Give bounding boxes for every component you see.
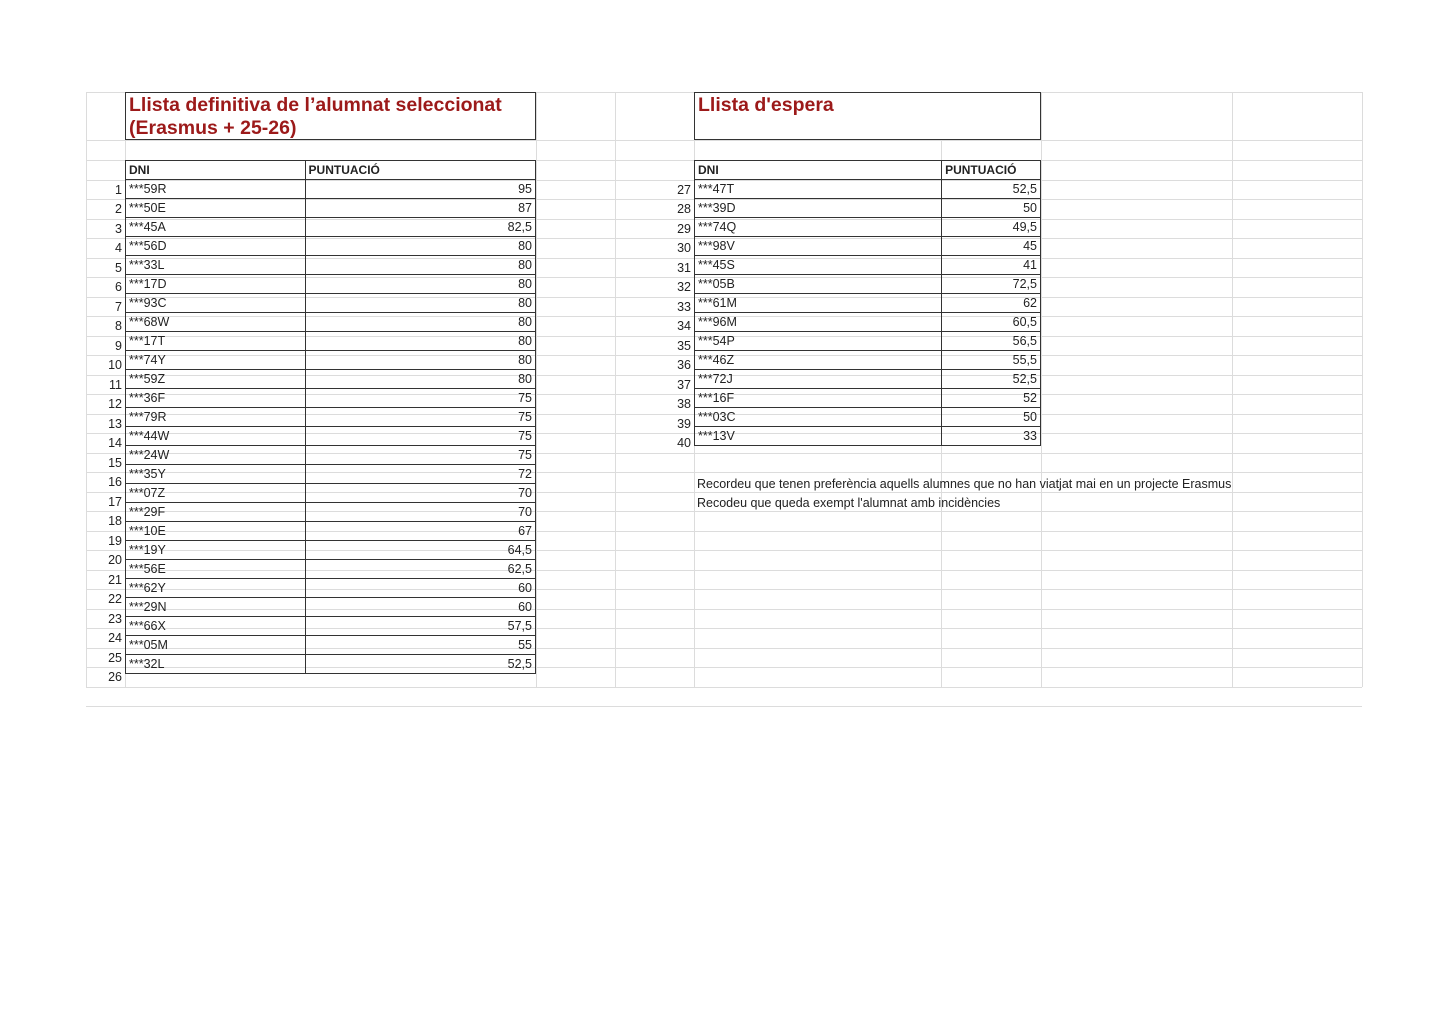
waitlist-row [695,408,1041,427]
gridline [86,706,1362,707]
score-cell: 80 [305,313,535,332]
row-number: 18 [108,514,122,528]
row-number: 9 [115,338,122,353]
score-cell: 62,5 [305,560,535,579]
selected-row [126,389,536,408]
gridline [86,687,1362,688]
selected-row [126,655,536,674]
selected-list-title: Llista definitiva de l’alumnat seleccionat (Erasmus + 25-26) [129,94,502,139]
waitlist-row [695,199,1041,218]
dni-cell: ***72J [695,370,942,389]
gridline [1232,92,1233,687]
score-cell: 52 [942,389,1041,408]
row-number: 4 [115,241,122,255]
row-number: 13 [108,416,122,431]
selected-row [126,636,536,655]
score-cell: 57,5 [305,617,535,636]
score-cell: 33 [942,427,1041,446]
row-number: 36 [677,358,691,372]
row-number: 2 [115,202,122,216]
score-cell: 64,5 [305,541,535,560]
row-number: 24 [108,631,122,645]
gridline [86,140,1362,141]
dni-cell: ***93C [126,294,306,313]
waitlist-header-row [695,161,1041,180]
row-number: 11 [109,377,122,392]
row-number: 21 [108,572,122,587]
note-preference: Recordeu que tenen preferència aquells alumnes que no han viatjat mai en un projecte Erasmus [697,477,1232,491]
selected-row [126,484,536,503]
waitlist-row [695,275,1041,294]
selected-row [126,579,536,598]
score-cell: 75 [305,389,535,408]
waitlist-title: Llista d'espera [698,94,834,116]
selected-row [126,256,536,275]
dni-cell: ***29N [126,598,306,617]
score-cell: 80 [305,294,535,313]
selected-row [126,465,536,484]
selected-row [126,408,536,427]
score-header: PUNTUACIÓ [305,161,535,180]
waitlist-row [695,218,1041,237]
waitlist-row [695,313,1041,332]
dni-cell: ***47T [695,180,942,199]
dni-cell: ***62Y [126,579,306,598]
score-cell: 80 [305,370,535,389]
score-cell: 80 [305,332,535,351]
score-cell: 41 [942,256,1041,275]
row-number: 6 [115,280,122,294]
selected-row [126,427,536,446]
selected-row [126,351,536,370]
score-cell: 95 [305,180,535,199]
score-cell: 72,5 [942,275,1041,294]
score-cell: 70 [305,484,535,503]
selected-row [126,560,536,579]
dni-cell: ***74Y [126,351,306,370]
score-cell: 60 [305,579,535,598]
row-number: 3 [115,221,122,236]
score-cell: 52,5 [942,370,1041,389]
dni-cell: ***96M [695,313,942,332]
dni-cell: ***59Z [126,370,306,389]
selected-row [126,522,536,541]
waitlist-row [695,427,1041,446]
row-number: 33 [677,299,691,314]
gridline [615,92,616,687]
row-number: 32 [677,280,691,294]
row-number: 12 [108,397,122,411]
row-number: 29 [677,221,691,236]
waitlist-row [695,351,1041,370]
selected-row [126,275,536,294]
score-cell: 49,5 [942,218,1041,237]
waitlist-row [695,370,1041,389]
row-number: 34 [677,319,691,333]
waitlist-row [695,256,1041,275]
selected-row [126,541,536,560]
row-number: 14 [108,436,122,450]
dni-cell: ***05B [695,275,942,294]
row-number: 35 [677,338,691,353]
score-cell: 50 [942,199,1041,218]
score-cell: 52,5 [305,655,535,674]
dni-cell: ***32L [126,655,306,674]
selected-row [126,313,536,332]
score-cell: 52,5 [942,180,1041,199]
score-cell: 75 [305,427,535,446]
gridline [1041,92,1042,687]
selected-row [126,370,536,389]
gridline [536,92,537,687]
gridline [86,92,87,687]
dni-cell: ***17T [126,332,306,351]
dni-cell: ***16F [695,389,942,408]
dni-cell: ***10E [126,522,306,541]
selected-row [126,237,536,256]
score-cell: 80 [305,275,535,294]
row-number: 7 [115,299,122,314]
row-number: 23 [108,611,122,626]
selected-row [126,199,536,218]
dni-cell: ***45A [126,218,306,237]
row-number: 16 [108,475,122,489]
dni-cell: ***74Q [695,218,942,237]
dni-cell: ***66X [126,617,306,636]
dni-cell: ***50E [126,199,306,218]
score-cell: 80 [305,351,535,370]
dni-cell: ***59R [126,180,306,199]
dni-cell: ***29F [126,503,306,522]
dni-cell: ***24W [126,446,306,465]
row-number: 28 [677,202,691,216]
score-header: PUNTUACIÓ [942,161,1041,180]
waitlist-row [695,389,1041,408]
dni-cell: ***56D [126,237,306,256]
selected-row [126,617,536,636]
gridline [1362,92,1363,687]
row-number: 31 [677,260,691,275]
dni-cell: ***05M [126,636,306,655]
row-number: 40 [677,436,691,450]
row-number: 19 [108,533,122,548]
score-cell: 75 [305,446,535,465]
waitlist-table [694,160,1041,446]
row-number: 25 [108,650,122,665]
dni-cell: ***35Y [126,465,306,484]
row-number: 27 [677,182,691,197]
selected-row [126,218,536,237]
note-exempt: Recodeu que queda exempt l'alumnat amb incidències [697,496,1001,510]
dni-cell: ***56E [126,560,306,579]
selected-table [125,160,536,674]
score-cell: 80 [305,237,535,256]
score-cell: 55,5 [942,351,1041,370]
dni-cell: ***79R [126,408,306,427]
dni-cell: ***33L [126,256,306,275]
row-number: 10 [108,358,122,372]
dni-cell: ***98V [695,237,942,256]
waitlist-row [695,332,1041,351]
row-number: 30 [677,241,691,255]
row-number: 22 [108,592,122,606]
dni-cell: ***36F [126,389,306,408]
row-number: 8 [115,319,122,333]
score-cell: 67 [305,522,535,541]
row-number: 37 [677,377,691,392]
dni-cell: ***39D [695,199,942,218]
score-cell: 56,5 [942,332,1041,351]
waitlist-row [695,180,1041,199]
score-cell: 87 [305,199,535,218]
dni-header: DNI [126,161,306,180]
selected-row [126,503,536,522]
score-cell: 55 [305,636,535,655]
selected-row [126,294,536,313]
row-number: 15 [108,455,122,470]
dni-cell: ***03C [695,408,942,427]
dni-cell: ***61M [695,294,942,313]
row-number: 39 [677,416,691,431]
selected-title-box [125,92,536,140]
score-cell: 60,5 [942,313,1041,332]
selected-row [126,446,536,465]
selected-header-row [126,161,536,180]
score-cell: 45 [942,237,1041,256]
selected-row [126,180,536,199]
row-number: 5 [115,260,122,275]
dni-header: DNI [695,161,942,180]
dni-cell: ***54P [695,332,942,351]
selected-row [126,332,536,351]
row-number: 26 [108,670,122,684]
row-number: 38 [677,397,691,411]
dni-cell: ***07Z [126,484,306,503]
score-cell: 72 [305,465,535,484]
dni-cell: ***44W [126,427,306,446]
row-number: 20 [108,553,122,567]
score-cell: 62 [942,294,1041,313]
dni-cell: ***68W [126,313,306,332]
dni-cell: ***13V [695,427,942,446]
score-cell: 60 [305,598,535,617]
waitlist-title-box [694,92,1041,140]
dni-cell: ***17D [126,275,306,294]
score-cell: 80 [305,256,535,275]
score-cell: 82,5 [305,218,535,237]
row-number: 1 [115,182,122,197]
waitlist-row [695,294,1041,313]
score-cell: 75 [305,408,535,427]
selected-row [126,598,536,617]
dni-cell: ***19Y [126,541,306,560]
waitlist-row [695,237,1041,256]
dni-cell: ***46Z [695,351,942,370]
dni-cell: ***45S [695,256,942,275]
row-number: 17 [108,494,122,509]
score-cell: 70 [305,503,535,522]
score-cell: 50 [942,408,1041,427]
